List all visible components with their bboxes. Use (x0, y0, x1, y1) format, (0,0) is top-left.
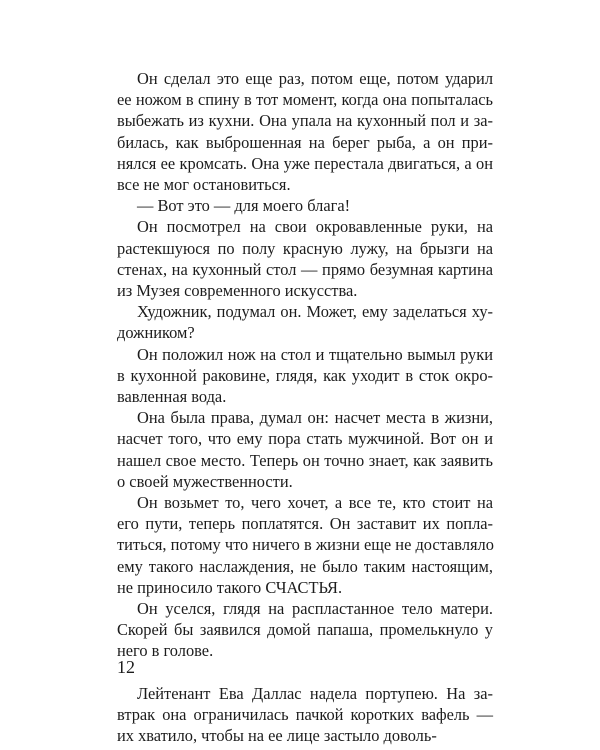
text-line: не приносило такого СЧАСТЬЯ. (117, 577, 343, 597)
paragraph (117, 683, 493, 747)
text-line: Он посмотрел на свои окровавленные руки, на (137, 217, 493, 237)
paragraph (117, 492, 493, 598)
text-section-2 (117, 683, 493, 747)
section-break (117, 662, 493, 683)
text-line: дожником? (117, 323, 195, 343)
text-line: выбежать из кухни. Она упала на кухонный пол и за- (117, 111, 493, 131)
text-line: растекшуюся по полу красную лужу, на брызги на (117, 238, 493, 258)
paragraph (117, 195, 493, 216)
text-line: билась, как выброшенная на берег рыба, а он при- (117, 132, 493, 152)
paragraph (117, 68, 493, 195)
text-line: насчет того, что ему пора стать мужчиной. Вот он и (117, 429, 493, 449)
text-line: о своей мужественности. (117, 471, 293, 491)
paragraph (117, 301, 493, 343)
text-line: нашел свое место. Теперь он точно знает, как заявить (117, 450, 493, 470)
text-line: их хватило, чтобы на ее лице застыло доволь- (117, 726, 437, 746)
paragraph (117, 407, 493, 492)
text-line: Он возьмет то, чего хочет, а все те, кто стоит на (137, 493, 493, 513)
text-line: — Вот это — для моего блага! (137, 196, 351, 216)
text-line: Он уселся, глядя на распластанное тело матери. (137, 599, 493, 619)
text-line: Лейтенант Ева Даллас надела портупею. На за- (137, 683, 493, 703)
text-section-1 (117, 68, 493, 662)
paragraph (117, 344, 493, 408)
text-line: Художник, подумал он. Может, ему заделаться ху- (137, 302, 493, 322)
text-line: Он сделал это еще раз, потом еще, потом ударил (137, 69, 493, 88)
text-line: из Музея современного искусства. (117, 281, 358, 301)
text-line: в кухонной раковине, глядя, как уходит в сток окро- (117, 365, 493, 385)
page-number: 12 (117, 657, 135, 677)
paragraph (117, 216, 493, 301)
book-page-text (117, 68, 493, 746)
text-line: Она была права, думал он: насчет места в жизни, (137, 408, 493, 428)
paragraph (117, 598, 493, 662)
text-line: стенах, на кухонный стол — прямо безумная картина (117, 259, 493, 279)
text-line: титься, потому что ничего в жизни еще не доставляло (117, 535, 494, 555)
text-line: вавленная вода. (117, 387, 227, 407)
text-line: нялся ее кромсать. Она уже перестала двигаться, а он (117, 153, 493, 173)
text-line: его пути, теперь поплатятся. Он заставит их попла- (117, 514, 493, 534)
text-line: ее ножом в спину в тот момент, когда она попыталась (117, 90, 493, 110)
text-line: втрак она ограничилась пачкой коротких вафель — (117, 704, 493, 724)
text-line: ему такого наслаждения, не было таким настоящим, (117, 556, 493, 576)
text-line: Он положил нож на стол и тщательно вымыл руки (137, 344, 493, 364)
text-line: него в голове. (117, 641, 214, 661)
text-line: все не мог остановиться. (117, 175, 291, 195)
text-line: Скорей бы заявился домой папаша, промелькнуло у (117, 620, 493, 640)
